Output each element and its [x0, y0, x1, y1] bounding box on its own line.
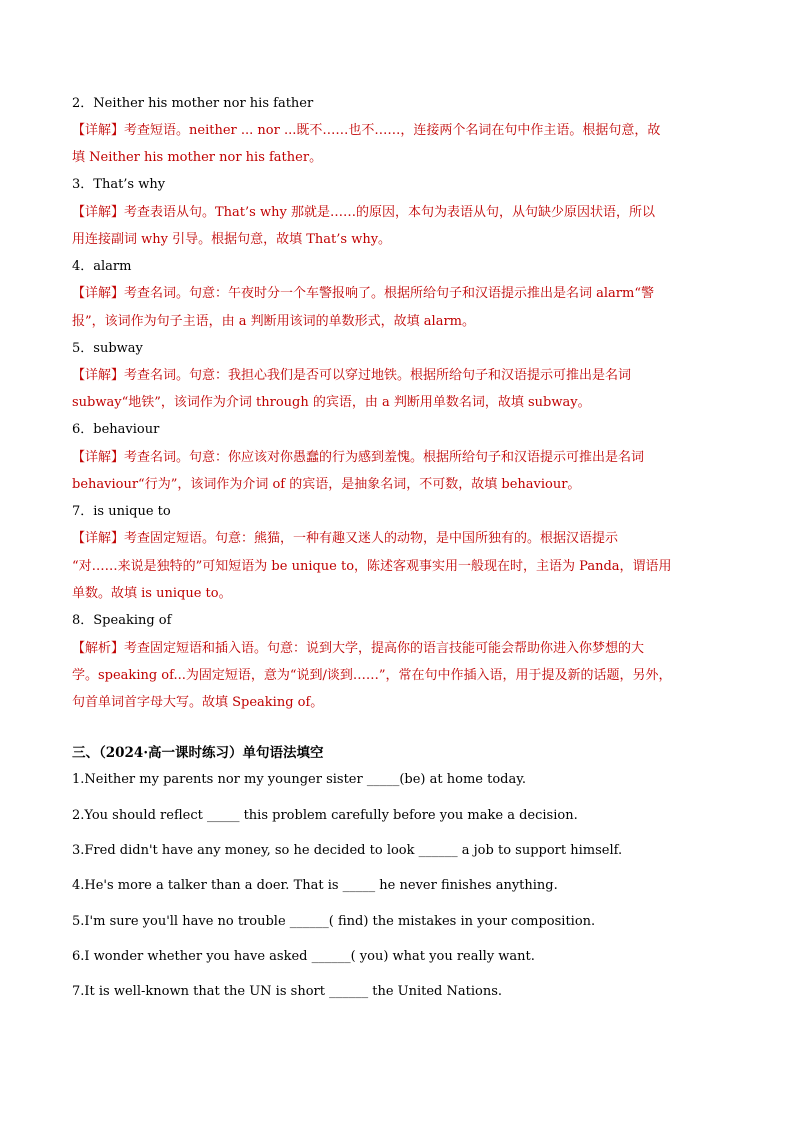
explanation-tag: 【解析】	[72, 641, 125, 656]
explanation-4-line-2: 报”，该词作为句子主语，由 a 判断用该词的单数形式，故填 alarm。	[72, 314, 475, 329]
explanation-2-line-2: 填 Neither his mother nor his father。	[72, 150, 323, 165]
explanation-8-line-1: 【解析】考查固定短语和插入语。句意：说到大学，提高你的语言技能可能会帮助你进入你梦想的大	[72, 641, 645, 656]
question-1: 1.Neither my parents nor my younger sister _____(be) at home today.	[72, 772, 526, 787]
explanation-tag: 【详解】	[72, 123, 125, 138]
answer-6: 6．behaviour	[72, 422, 160, 437]
explanation-tag: 【详解】	[72, 450, 125, 465]
explanation-5-line-1: 【详解】考查名词。句意：我担心我们是否可以穿过地铁。根据所给句子和汉语提示可推出是名词	[72, 368, 632, 383]
explanation-6-line-1: 【详解】考查名词。句意：你应该对你愚蠢的行为感到羞愧。根据所给句子和汉语提示可推出是名词	[72, 450, 645, 465]
answer-5: 5．subway	[72, 341, 143, 356]
question-5: 5.I'm sure you'll have no trouble ______( find) the mistakes in your composition.	[72, 914, 596, 929]
explanation-3-line-2: 用连接副词 why 引导。根据句意，故填 That’s why。	[72, 232, 392, 247]
answer-3: 3．That’s why	[72, 177, 166, 192]
question-3: 3.Fred didn't have any money, so he decided to look ______ a job to support himself.	[72, 843, 623, 858]
section-title: 三、（2024·高一课时练习）单句语法填空	[72, 745, 324, 761]
explanation-tag: 【详解】	[72, 531, 125, 546]
explanation-4-line-1: 【详解】考查名词。句意：午夜时分一个车警报响了。根据所给句子和汉语提示推出是名词 alarm“警	[72, 286, 654, 301]
explanation-tag: 【详解】	[72, 205, 125, 220]
explanation-tag: 【详解】	[72, 286, 125, 301]
explanation-8-line-2: 学。speaking of...为固定短语，意为“说到/谈到……”，常在句中作插入语，用于提及新的话题，另外，	[72, 668, 672, 683]
explanation-3-line-1: 【详解】考查表语从句。That’s why 那就是……的原因，本句为表语从句，从句缺少原因状语，所以	[72, 205, 655, 220]
explanation-7-line-2: “对……来说是独特的”可知短语为 be unique to，陈述客观事实用一般现在时，主语为 Panda，谓语用	[72, 559, 672, 574]
question-4: 4.He's more a talker than a doer. That is _____ he never finishes anything.	[72, 878, 558, 893]
explanation-2-line-1: 【详解】考查短语。neither ... nor ...既不……也不……，连接两个名词在句中作主语。根据句意，故	[72, 123, 661, 138]
explanation-5-line-2: subway“地铁”，该词作为介词 through 的宾语，由 a 判断用单数名词，故填 subway。	[72, 395, 591, 410]
question-7: 7.It is well-known that the UN is short ______ the United Nations.	[72, 984, 503, 999]
answer-7: 7．is unique to	[72, 504, 171, 519]
explanation-8-line-3: 句首单词首字母大写。故填 Speaking of。	[72, 695, 324, 710]
explanation-6-line-2: behaviour“行为”，该词作为介词 of 的宾语，是抽象名词，不可数，故填 behaviour。	[72, 477, 581, 492]
explanation-tag: 【详解】	[72, 368, 125, 383]
explanation-7-line-3: 单数。故填 is unique to。	[72, 586, 232, 601]
answer-2: 2．Neither his mother nor his father	[72, 96, 314, 111]
question-2: 2.You should reflect _____ this problem carefully before you make a decision.	[72, 808, 578, 823]
question-6: 6.I wonder whether you have asked ______( you) what you really want.	[72, 949, 535, 964]
answer-8: 8．Speaking of	[72, 613, 172, 628]
answer-4: 4．alarm	[72, 259, 132, 274]
explanation-7-line-1: 【详解】考查固定短语。句意：熊猫，一种有趣又迷人的动物，是中国所独有的。根据汉语提示	[72, 531, 619, 546]
